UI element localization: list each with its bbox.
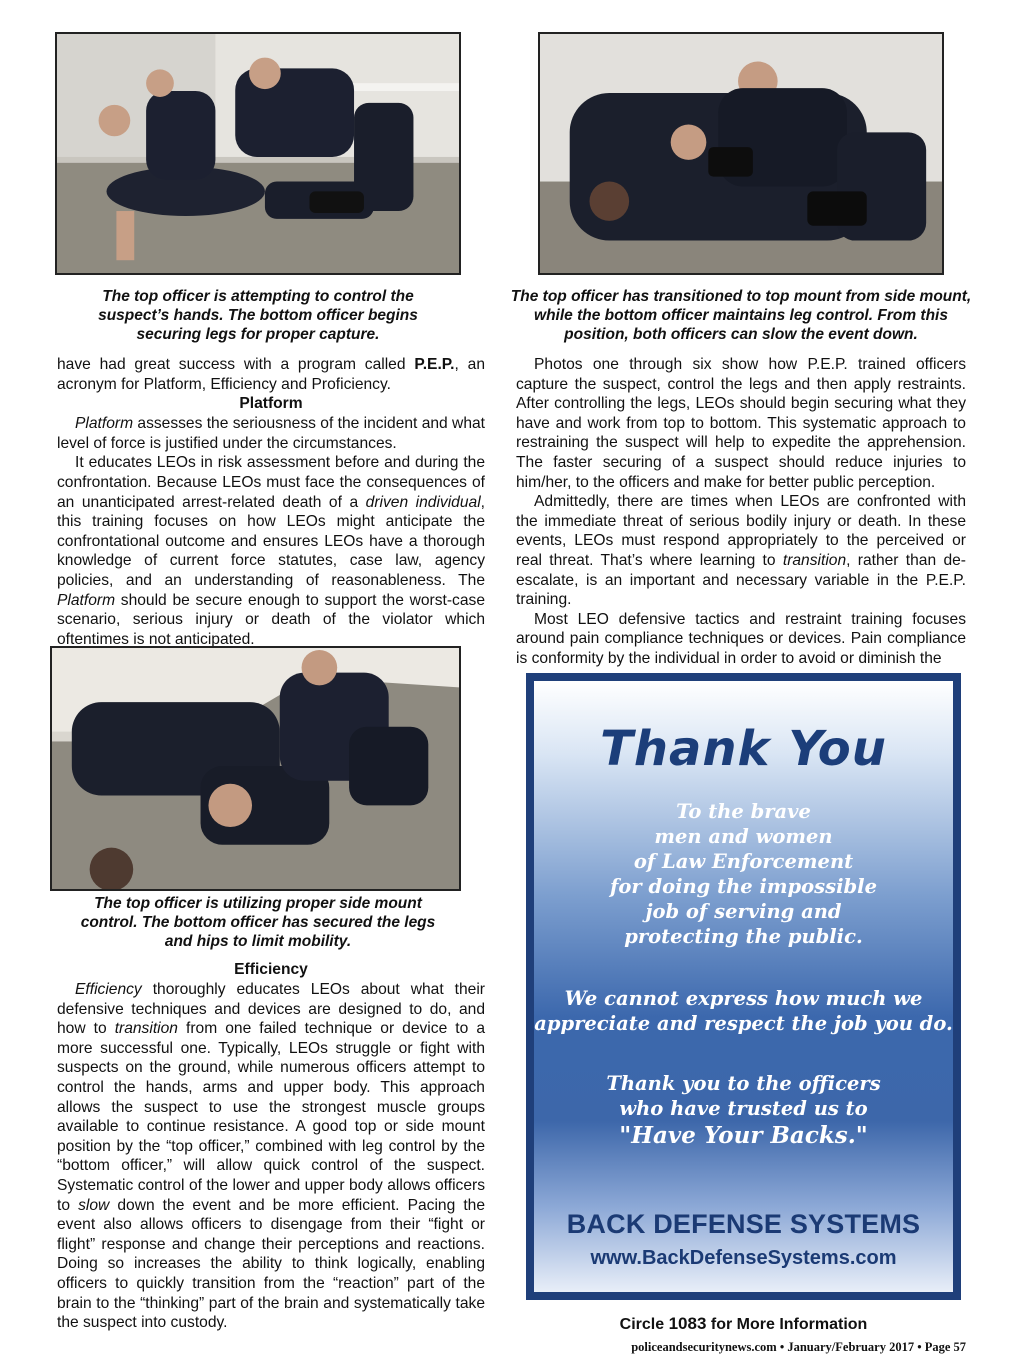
right-column-top bbox=[516, 355, 966, 669]
ad-tribute-text: To the brave men and women of Law Enforcement for doing the impossible job of serving and protecting the public. bbox=[610, 800, 877, 948]
left-column-top bbox=[57, 355, 485, 649]
right-paragraph-2: Admittedly, there are times when LEOs are confronted with the immediate threat of serious bodily injury or death. In these events, LEOs must respond appropriately to the perceived or real threat. That’s where learning to transition, rather than de-escalate, is an important and necessary variable in the P.E.P. training. bbox=[516, 493, 966, 609]
reader-service-line: Circle 1083 for More Information bbox=[619, 1314, 868, 1333]
right-paragraph-3: Most LEO defensive tactics and restraint training focuses around pain compliance techniques or devices. Pain compliance is conformity by the individual in order to avoid or diminish the bbox=[516, 610, 966, 667]
caption-photo-1: The top officer is attempting to control the suspect’s hands. The bottom officer begins securing legs for proper capture. bbox=[98, 288, 418, 343]
photo-hand-control bbox=[55, 32, 461, 275]
caption-photo-3: The top officer is utilizing proper side mount control. The bottom officer has secured the legs and hips to limit mobility. bbox=[80, 895, 436, 950]
ad-respect-text: We cannot express how much we appreciate and respect the job you do. bbox=[534, 987, 953, 1035]
caption-photo-2: The top officer has transitioned to top mount from side mount, while the bottom officer maintains leg control. From this position, both officers can slow the event down. bbox=[510, 288, 972, 343]
ad-website-link[interactable]: www.BackDefenseSystems.com bbox=[590, 1247, 897, 1269]
photo-top-mount bbox=[538, 32, 944, 275]
right-paragraph-1: Photos one through six show how P.E.P. trained officers capture the suspect, control the legs and then apply restraints. After controlling the legs, LEOs should begin securing what they have and work from top to bottom. This systematic approach to restraining the suspect will help to expedite the apprehension. The faster securing of a suspect should reduce injuries to him/her, to the officers and make for better public perception. bbox=[516, 356, 966, 491]
efficiency-paragraph: Efficiency thoroughly educates LEOs about what their defensive techniques and devices are designed to do, and how to transition from one failed technique or device to a more successful one. Typically, LEOs struggle or fight with suspects on the ground, while numerous officers attempt to control the hands, arms and upper body. This approach allows the suspect to use the strongest muscle groups available to continue resistance. A good top or side mount position by the “top officer,” combined with leg control by the “bottom officer,” will allow quick control of the suspect. Systematic control of the lower and upper body allows officers to slow down the event and be more efficient. Pacing the event also allows officers to disengage from their “fight or flight” response and change their perceptions and reactions. Doing so increases the ability to think logically, enabling officers to quickly transition from the “reaction” part of the brain to the “thinking” part of the brain and systematically take the suspect into custody. bbox=[57, 981, 485, 1332]
photo-side-mount bbox=[50, 646, 461, 891]
ad-company-name: BACK DEFENSE SYSTEMS bbox=[566, 1209, 921, 1239]
platform-paragraph-1: Platform assesses the seriousness of the incident and what level of force is justified under the circumstances. bbox=[57, 415, 485, 452]
ad-title: Thank You bbox=[600, 721, 887, 777]
heading-efficiency: Efficiency bbox=[234, 961, 308, 978]
platform-paragraph-2: It educates LEOs in risk assessment before and during the confrontation. Because LEOs must face the consequences of an unanticipated arrest-related death of a driven individual, this training focuses on how LEOs might anticipate the confrontational outcome and ensures LEOs have a thorough knowledge of current force statutes, case law, agency policies, and an understanding of reasonableness. The Platform should be secure enough to support the worst-case scenario, serious injury or death of the violator which oftentimes is not anticipated. bbox=[57, 454, 486, 648]
ad-thanks-text: Thank you to the officers who have trusted us to "Have Your Backs." bbox=[606, 1072, 881, 1149]
page-footer: policeandsecuritynews.com • January/February 2017 • Page 57 bbox=[631, 1340, 966, 1354]
thank-you-advertisement bbox=[526, 673, 961, 1300]
reader-service-number: 1083 bbox=[668, 1314, 707, 1333]
intro-paragraph: have had great success with a program called P.E.P., an acronym for Platform, Efficiency and Proficiency. bbox=[57, 356, 485, 393]
heading-platform: Platform bbox=[239, 395, 303, 413]
left-column-bottom bbox=[57, 960, 485, 1333]
